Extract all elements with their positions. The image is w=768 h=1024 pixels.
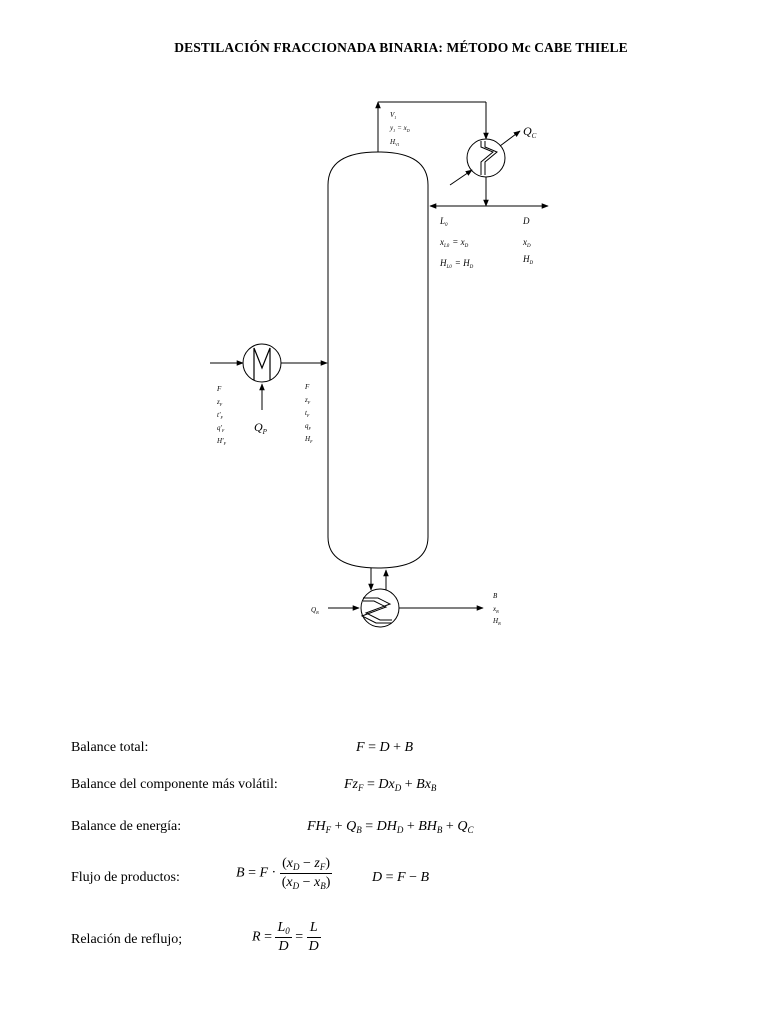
svg-text:zF: $z_F$ <box>217 398 223 407</box>
balance-volatil-label: Balance del componente más volátil: <box>71 777 278 792</box>
relacion-reflujo-label: Relación de reflujo; <box>71 932 183 947</box>
svg-text:F: F <box>305 383 310 391</box>
condenser-coolant-in <box>450 170 472 185</box>
page-title: DESTILACIÓN FRACCIONADA BINARIA: MÉTODO Mc CABE THIELE <box>174 40 628 55</box>
feed-heater-q-label: $Q_P$ <box>254 420 267 436</box>
condenser-q-label: $Q_C$ <box>523 124 537 140</box>
flujo-productos-equation-d: D = F − B <box>372 870 430 885</box>
balance-volatil-equation: $Fz_F = Dx_D + Bx_B$ <box>344 777 437 793</box>
svg-text:HB: $H_B$ <box>493 617 501 626</box>
reflux-h-label: $H_{L0} = H_D$ <box>440 258 474 270</box>
balance-total-equation: F = D + B <box>356 740 414 755</box>
condenser-icon <box>467 139 505 177</box>
reboiler-icon <box>361 589 399 627</box>
vapor-y-label: $y_1 = x_D$ <box>390 124 410 133</box>
flujo-productos-equation-b: B = F · $\frac{(x_D - z_F)}{(x_D - x_B)}$ <box>236 856 331 891</box>
reflux-x-label: $x_{L0} = x_D$ <box>440 237 469 249</box>
svg-text:q'F: $q'_F$ <box>217 424 225 433</box>
feed-in-labels <box>216 385 227 446</box>
svg-text:B: B <box>493 592 498 600</box>
svg-text:qF: $q_F$ <box>305 422 311 431</box>
vapor-h-label: $H_{V1}$ <box>390 138 400 147</box>
distillate-x-label: $x_D$ <box>523 237 531 249</box>
feed-heater-icon <box>243 344 281 382</box>
svg-text:tF: $t_F$ <box>305 409 310 418</box>
svg-text:t'F: $t'_F$ <box>217 411 223 420</box>
bottoms-labels <box>492 592 501 626</box>
vapor-v-label: $V_1$ <box>390 111 397 120</box>
reboiler-q-label: $Q_B$ <box>311 606 319 615</box>
svg-text:xB: $x_B$ <box>493 605 499 614</box>
svg-text:H'F: $H'_F$ <box>217 437 227 446</box>
distillate-d-label: D <box>523 216 530 226</box>
reflux-l-label: $L_0$ <box>440 216 448 228</box>
svg-text:F: F <box>217 385 222 393</box>
distillation-column <box>328 152 428 568</box>
distillate-h-label: $H_D$ <box>523 254 534 266</box>
balance-energia-label: Balance de energía: <box>71 819 182 834</box>
condenser-heat-out <box>500 131 520 146</box>
flujo-productos-label: Flujo de productos: <box>71 870 180 885</box>
relacion-reflujo-equation: R = $\frac{L_0}{D}$ = $\frac{L}{D}$ <box>252 920 319 954</box>
feed-out-labels <box>304 383 313 444</box>
svg-text:HF: $H_F$ <box>305 435 313 444</box>
balance-energia-equation: $FH_F + Q_B = DH_D + BH_B + Q_C$ <box>307 819 474 835</box>
svg-text:zF: $z_F$ <box>305 396 311 405</box>
balance-total-label: Balance total: <box>71 740 149 755</box>
